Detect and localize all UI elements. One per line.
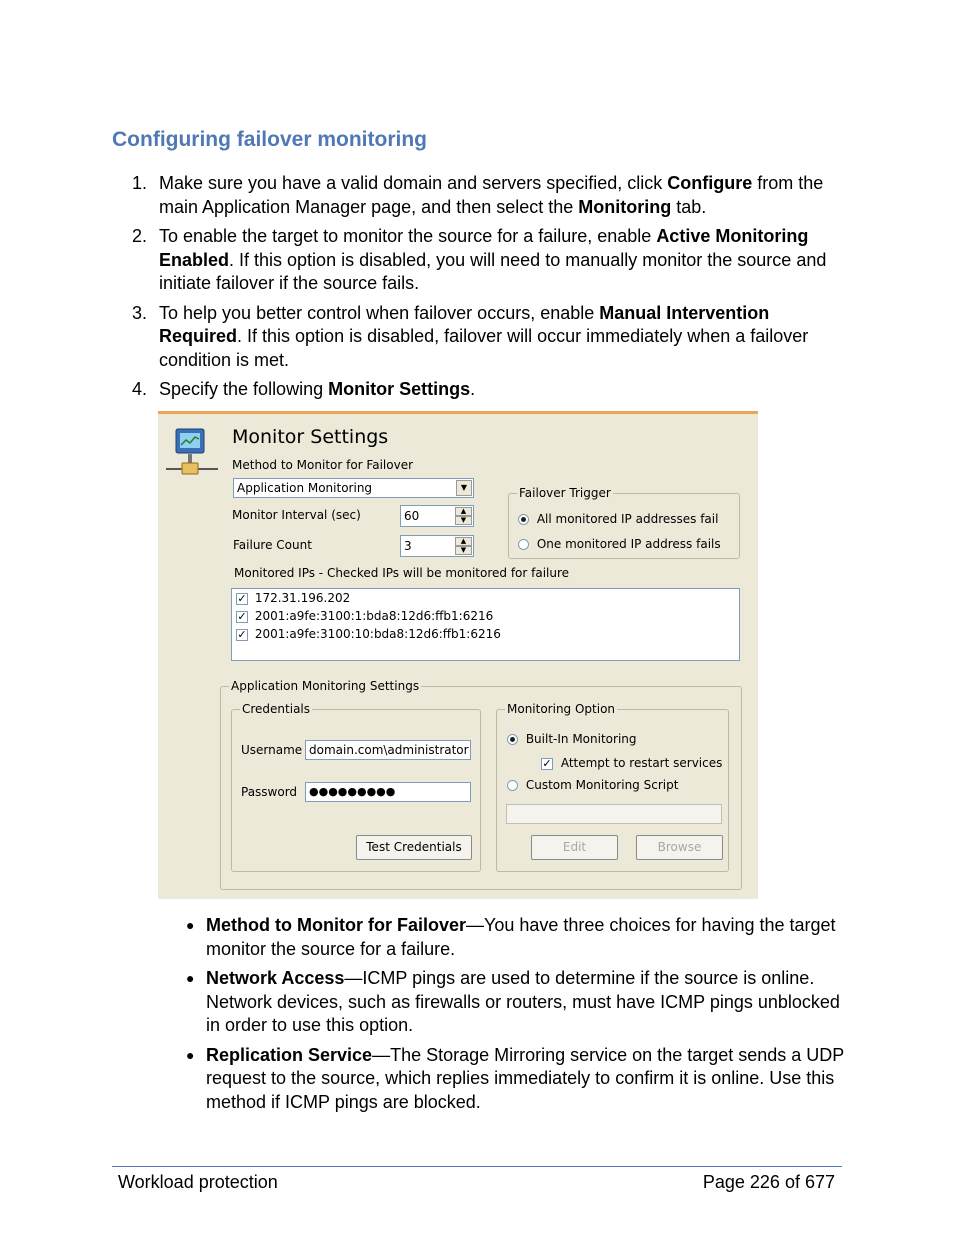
bullet-dot-icon: ● xyxy=(186,917,195,933)
edit-button[interactable]: Edit xyxy=(531,835,618,860)
monitored-ips-label: Monitored IPs - Checked IPs will be monitored for failure xyxy=(234,566,570,580)
interval-stepper[interactable]: 60 ▲ ▼ xyxy=(400,505,474,527)
failover-trigger-group xyxy=(508,486,740,559)
checkbox-checked-icon[interactable]: ✓ xyxy=(237,591,247,605)
dialog-title: Monitor Settings xyxy=(232,426,389,448)
step-item: 1. Make sure you have a valid domain and servers specified, click Configure from the main Application Manager page, and then select the Monitoring tab. xyxy=(132,173,824,217)
footer-page-number: Page 226 of 677 xyxy=(702,1172,835,1192)
failure-count-label: Failure Count xyxy=(233,538,312,552)
checkbox-checked-icon[interactable]: ✓ xyxy=(237,627,247,641)
restart-services-option[interactable]: ✓ Attempt to restart services xyxy=(542,756,723,770)
monitor-settings-dialog xyxy=(158,411,758,899)
interval-label: Monitor Interval (sec) xyxy=(232,508,361,522)
custom-script-option[interactable]: Custom Monitoring Script xyxy=(507,778,678,792)
chevron-down-icon[interactable]: ▼ xyxy=(456,480,472,496)
radio-icon[interactable] xyxy=(518,539,529,550)
username-label: Username xyxy=(241,743,303,757)
spin-down-icon[interactable]: ▼ xyxy=(455,516,472,525)
method-label: Method to Monitor for Failover xyxy=(232,458,414,472)
ip-list-item[interactable]: ✓ 2001:a9fe:3100:10:bda8:12d6:ffb1:6216 xyxy=(237,627,501,641)
step-item: 4. Specify the following Monitor Settings. xyxy=(132,379,476,399)
checkbox-checked-icon[interactable]: ✓ xyxy=(237,609,247,623)
spin-down-icon[interactable]: ▼ xyxy=(455,546,472,555)
radio-selected-icon[interactable] xyxy=(518,514,529,525)
browse-button[interactable]: Browse xyxy=(636,835,723,860)
step-item: 2. To enable the target to monitor the source for a failure, enable Active Monitoring Enabled. If this option is disabled, you will need to manually monitor the source and initiate failover if the source fails. xyxy=(132,226,827,293)
password-input[interactable]: ●●●●●●●●● xyxy=(305,782,471,802)
password-label: Password xyxy=(241,785,298,799)
dialog-top-accent xyxy=(158,411,758,414)
monitoring-option-label: Monitoring Option xyxy=(507,702,616,716)
monitoring-option-group xyxy=(496,702,729,872)
footer-section-name: Workload protection xyxy=(118,1172,278,1192)
trigger-one-option[interactable]: One monitored IP address fails xyxy=(518,537,721,551)
bullet-list xyxy=(186,914,846,1120)
step-item: 3. To help you better control when failover occurs, enable Manual Intervention Required. If this option is disabled, failover will occur immediately when a failover condition is met. xyxy=(132,302,809,370)
bullet-item: ● Replication Service—The Storage Mirroring service on the target sends a UDP request to the source, which replies immediately to confirm it is online. Use this method if ICMP pings are blocked. xyxy=(186,1044,844,1112)
network-monitor-icon xyxy=(166,427,218,483)
radio-icon[interactable] xyxy=(507,780,518,791)
failover-trigger-label: Failover Trigger xyxy=(519,486,611,500)
bullet-item: ● Network Access—ICMP pings are used to determine if the source is online. Network devices, such as firewalls or routers, must have ICMP pings unblocked in order to use this option. xyxy=(186,968,840,1035)
section-heading: Configuring failover monitoring xyxy=(112,128,427,151)
custom-script-input[interactable] xyxy=(506,804,722,824)
credentials-group xyxy=(231,702,481,872)
app-monitoring-settings-group xyxy=(220,679,742,890)
bullet-dot-icon: ● xyxy=(186,1046,195,1063)
bullet-dot-icon: ● xyxy=(186,970,195,986)
test-credentials-button[interactable]: Test Credentials xyxy=(356,835,472,860)
footer-divider xyxy=(112,1166,842,1167)
bullet-item: ● Method to Monitor for Failover—You have three choices for having the target monitor the source for a failure. xyxy=(186,915,836,959)
spin-up-icon[interactable]: ▲ xyxy=(455,537,472,546)
trigger-all-option[interactable]: All monitored IP addresses fail xyxy=(518,512,718,526)
steps-list xyxy=(130,172,842,408)
failure-count-stepper[interactable]: 3 ▲ ▼ xyxy=(400,535,474,557)
builtin-monitoring-option[interactable]: Built-In Monitoring xyxy=(507,732,637,746)
radio-selected-icon[interactable] xyxy=(507,734,518,745)
spin-up-icon[interactable]: ▲ xyxy=(455,507,472,516)
app-settings-label: Application Monitoring Settings xyxy=(231,679,420,693)
checkbox-checked-icon[interactable]: ✓ xyxy=(542,756,552,770)
method-select[interactable]: Application Monitoring ▼ xyxy=(233,478,474,498)
username-input[interactable]: domain.com\administrator xyxy=(305,740,471,760)
ip-list-item[interactable]: ✓ 2001:a9fe:3100:1:bda8:12d6:ffb1:6216 xyxy=(237,609,494,623)
ip-list-item[interactable]: ✓ 172.31.196.202 xyxy=(237,591,351,605)
credentials-label: Credentials xyxy=(242,702,311,716)
monitored-ips-list[interactable] xyxy=(231,588,740,661)
